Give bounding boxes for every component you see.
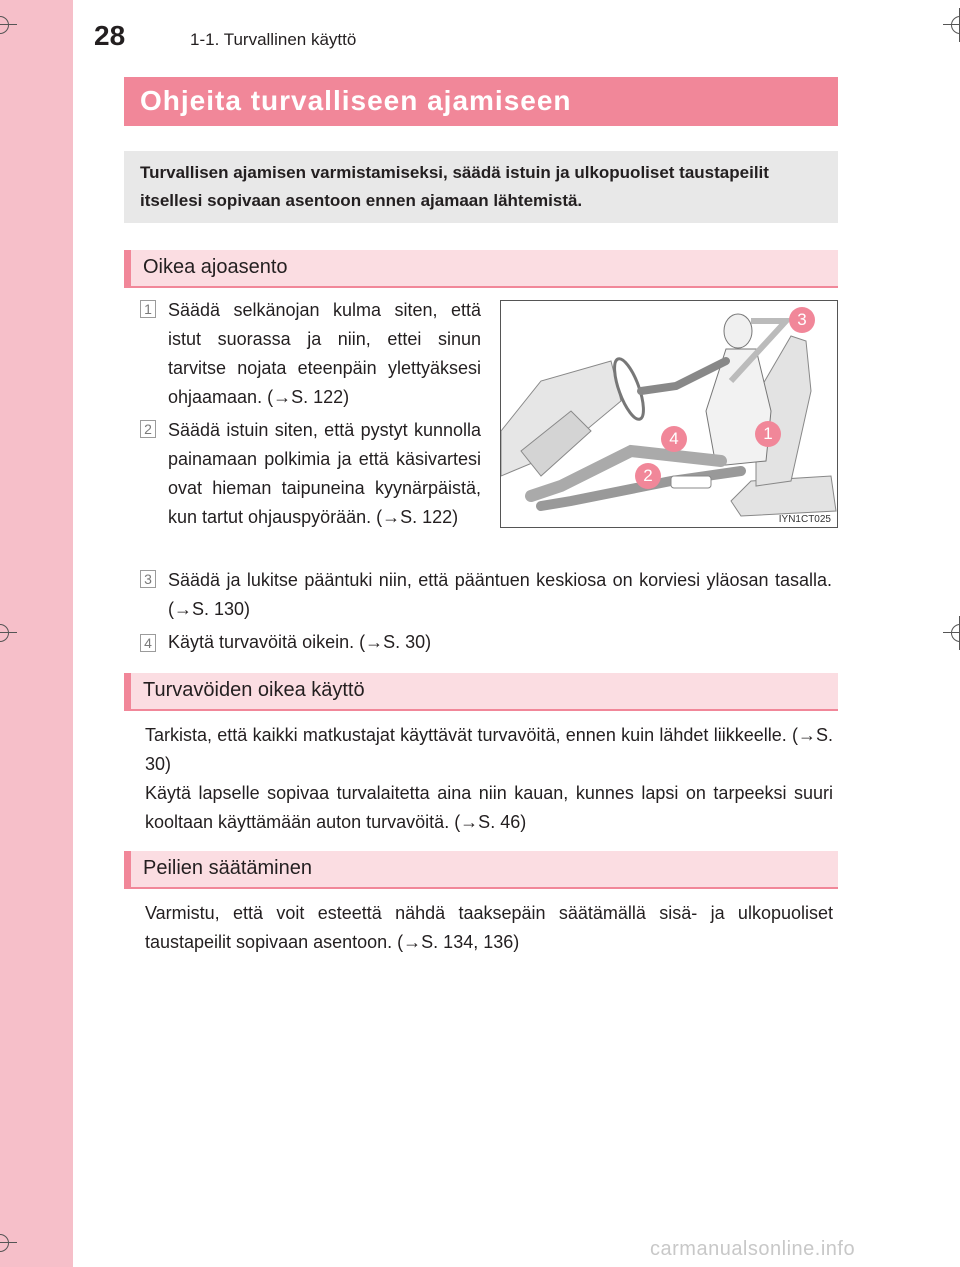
registration-mark-top-right [943,8,960,42]
item-number-4: 4 [140,634,156,652]
section-heading-text: Peilien säätäminen [143,857,312,879]
item-text-2: Säädä istuin siten, että pystyt kunnolla painamaan polkimia ja että käsivartesi ovat hieman taipuneina kyynärpäistä, kun tartut ohjauspyörään. (→S. 122) [168,420,481,527]
section-heading-seatbelts [124,673,838,711]
item-text-3: Säädä ja lukitse pääntuki niin, että pääntuen keskiosa on korviesi yläosan tasalla. (→S. 130) [168,570,832,619]
item-text-1: Säädä selkänojan kulma siten, että istut suorassa ja niin, ettei sinun tarvitse nojata eteenpäin ylettyäksesi ohjaamaan. (→S. 122) [168,300,481,407]
section-heading-driving-position [124,250,838,288]
intro-text: Turvallisen ajamisen varmistamiseksi, säädä istuin ja ulkopuoliset taustapeilit itsellesi sopivaan asentoon ennen ajamaan lähtemistä. [140,163,769,210]
registration-mark-bottom-left [0,1226,17,1260]
page-title: Ohjeita turvalliseen ajamiseen [140,85,572,116]
section-path: 1-1. Turvallinen käyttö [190,30,357,49]
section-heading-mirrors [124,851,838,889]
page-number: 28 [94,20,126,51]
watermark: carmanualsonline.info [650,1238,856,1260]
seating-position-figure [500,300,838,528]
item-number-1: 1 [140,300,156,318]
registration-mark-mid-right [943,616,960,650]
figure-code: IYN1CT025 [778,514,831,525]
item-number-3: 3 [140,570,156,588]
page-title-bar [124,77,838,126]
section-heading-text: Turvavöiden oikea käyttö [143,679,365,701]
registration-mark-mid-left [0,616,17,650]
item-number-2: 2 [140,420,156,438]
seatbelts-paragraph-2: Käytä lapselle sopivaa turvalaitetta aina niin kauan, kunnes lapsi on tarpeeksi suuri kooltaan käyttämään auton turvavöitä. (→S. 46) [145,783,833,832]
mirrors-paragraph: Varmistu, että voit esteettä nähdä taaksepäin säätämällä sisä- ja ulkopuoliset taustapeilit sopivaan asentoon. (→S. 134, 136) [145,903,833,952]
intro-box [124,151,838,223]
section-heading-text: Oikea ajoasento [143,256,288,278]
item-text-4: Käytä turvavöitä oikein. (→S. 30) [168,632,432,652]
figure-callout-4: 4 [661,426,687,452]
figure-callout-3: 3 [789,307,815,333]
figure-callout-2: 2 [635,463,661,489]
seatbelts-paragraph-1: Tarkista, että kaikki matkustajat käyttävät turvavöitä, ennen kuin lähdet liikkeelle. (→S. 30) [145,725,833,774]
driver-seat-illustration [501,301,838,528]
figure-callout-1: 1 [755,421,781,447]
registration-mark-top-left [0,8,17,42]
